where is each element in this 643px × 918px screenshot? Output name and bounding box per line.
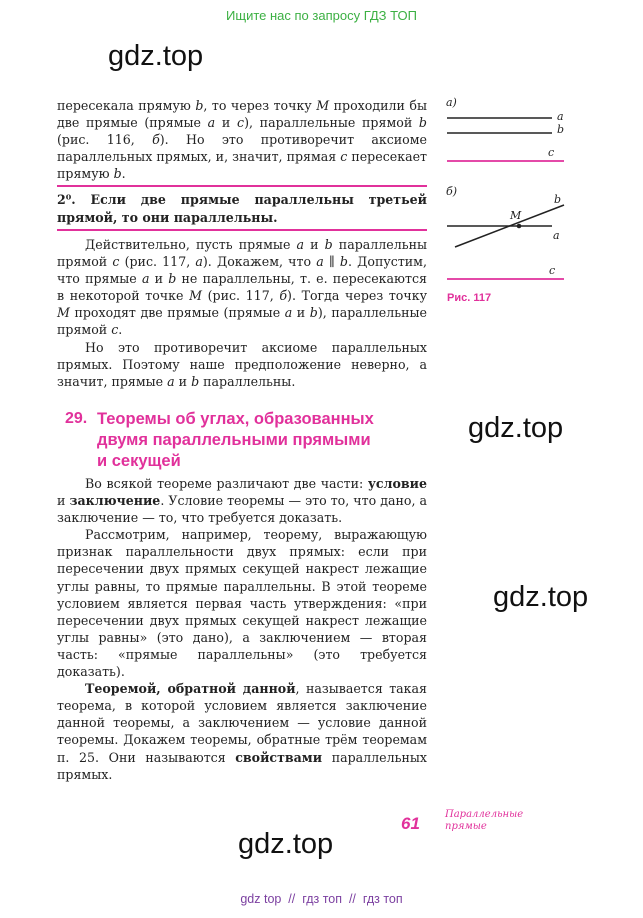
watermark: gdz.top [493, 581, 589, 613]
point-m [517, 224, 522, 229]
line-b-label: b [557, 123, 565, 136]
section-number: 29. [65, 410, 88, 427]
line-a-label: a [553, 229, 560, 242]
proof-text [57, 236, 427, 390]
intro-paragraph [57, 97, 427, 182]
line-b-label: b [554, 193, 562, 206]
section-title-line: Теоремы об углах, образованных [97, 410, 374, 428]
watermark: gdz.top [238, 828, 334, 860]
paragraph: пересекала прямую b, то через точку M проходили бы две прямые (прямые a и c), параллельные прямой b (рис. 116, б). Но это противоречит аксиоме параллельных прямых, и, значит, прямая c пересекает прямую b. [57, 98, 428, 182]
section-title-line: двумя параллельными прямыми [97, 431, 371, 449]
footer-links: gdz top // гдз топ // гдз топ [240, 892, 403, 906]
chapter-title-line: Параллельные [445, 809, 524, 820]
section-title-line: и секущей [97, 452, 181, 470]
line-c-label: c [549, 264, 556, 277]
point-m-label: M [510, 209, 522, 222]
panel-a-label: а) [446, 96, 457, 109]
chapter-title-line: прямые [445, 821, 487, 832]
page-number: 61 [401, 814, 420, 833]
theorem-bottom-rule [57, 229, 427, 231]
panel-b-label: б) [446, 185, 458, 198]
line-c-label: c [548, 146, 555, 159]
section-body [57, 475, 427, 783]
watermark: gdz.top [108, 40, 204, 72]
top-banner: Ищите нас по запросу ГДЗ ТОП [226, 8, 417, 23]
paragraph: Действительно, пусть прямые a и b параллельны прямой c (рис. 117, а). Докажем, что a ∥ b. Допустим, что прямые a и b не параллельны, т. е. пересекаются в некоторой точке M (рис. 117, б). Тогда через точку M проходят две прямые (прямые a и b), параллельные прямой c. [57, 237, 428, 338]
paragraph: Во всякой теореме различают две части: условие и заключение. Условие теоремы — это то, что дано, а заключение — то, что требуется доказать. [57, 476, 427, 526]
section-title [97, 409, 437, 472]
figure-117 [440, 95, 575, 295]
paragraph: Рассмотрим, например, теорему, выражающую признак параллельности двух прямых: если при пересечении двух прямых секущей накрест лежащие углы равны, то прямые параллельны. В этой теореме условием является первая часть утверждения: «при пересечении двух прямых секущей накрест лежащие углы равны» (это дано), а заключением — вторая часть: «прямые параллельны» (это требуется доказать). [57, 527, 427, 680]
figure-caption: Рис. 117 [447, 292, 492, 304]
chapter-title [445, 809, 523, 833]
line-a-label: a [557, 110, 564, 123]
paragraph: Но это противоречит аксиоме параллельных прямых. Поэтому наше предположение неверно, а значит, прямые a и b параллельны. [57, 339, 427, 389]
watermark: gdz.top [468, 412, 564, 444]
paragraph: Теоремой, обратной данной, называется такая теорема, в которой условием является заключение данной теоремы, а заключением — условие данной теоремы. Докажем теоремы, обратные трём теоремам п. 25. Они называются свойствами параллельных прямых. [57, 681, 427, 782]
theorem-top-rule [57, 185, 427, 187]
theorem-statement: 2⁰. Если две прямые параллельны третьей прямой, то они параллельны. [57, 192, 427, 225]
